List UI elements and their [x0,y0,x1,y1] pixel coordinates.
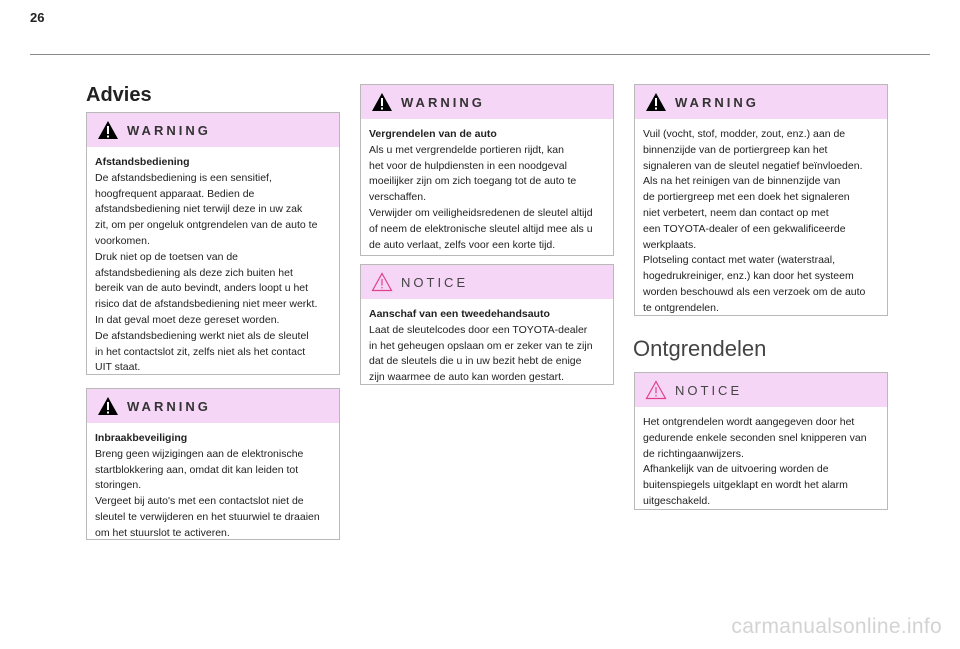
warning-triangle-icon [645,92,667,112]
warning-header [87,113,339,147]
warning-label: WARNING [401,94,485,110]
box-subhead: Vergrendelen van de auto [369,128,497,140]
notice-box-aanschaf [360,264,614,385]
box-subhead: Afstandsbediening [95,156,190,168]
box-text: Laat de sleutelcodes door een TOYOTA-dealer in het geheugen opslaan om er zeker van te zijn dat de sleutels die u in uw bezit hebt de enige zijn waarmee de auto kan worden gestart. [369,323,593,384]
warning-header [361,85,613,119]
warning-box-afstandsbediening [86,112,340,375]
notice-triangle-icon [645,380,667,400]
box-subhead: Inbraakbeveiliging [95,432,188,444]
notice-label: NOTICE [675,382,743,398]
warning-box-inbraakbeveiliging [86,388,340,540]
box-text: Vuil (vocht, stof, modder, zout, enz.) aan de binnenzijde van de portiergreep kan het signaleren van de sleutel negatief beïnvloeden. Als na het reinigen van de binnenzijde van de portiergreep met een doek het signaleren niet verbetert, neem dan contact op met een TOYOTA-dealer of een gekwalificeerde werkplaats. Plotseling contact met water (waterstraal, hogedrukreiniger, enz.) kan door het systeem worden beschouwd als een verzoek om de auto te ontgrendelen. [643,128,866,314]
warning-box-vuil [634,84,888,316]
notice-header [361,265,613,299]
notice-triangle-icon [371,272,393,292]
header-rule [30,54,930,55]
box-text: De afstandsbediening is een sensitief, hoogfrequent apparaat. Bedien de afstandsbediening niet terwijl deze in uw zak zit, om per ongeluk ontgrendelen van de auto te voorkomen. Druk niet op de toetsen van de afstandsbediening als deze zich buiten het bereik van de auto bevindt, anders loopt u het risico dat de afstandsbediening niet meer werkt. In dat geval moet deze gereset worden. De afstandsbediening werkt niet als de sleutel in het contactslot zit, zelfs niet als het contact UIT staat. [95,171,318,374]
warning-header [635,85,887,119]
warning-label: WARNING [675,94,759,110]
warning-triangle-icon [371,92,393,112]
notice-box-ontgrendelen [634,372,888,510]
warning-box-vergrendelen [360,84,614,256]
notice-label: NOTICE [401,274,469,290]
section-title-advies: Advies [86,84,152,106]
box-text: Het ontgrendelen wordt aangegeven door het gedurende enkele seconden snel knipperen van de richtingaanwijzers. Afhankelijk van de uitvoering worden de buitenspiegels uitgeklapt en wordt het alarm uitgeschakeld. [643,416,867,507]
warning-header [87,389,339,423]
box-subhead: Aanschaf van een tweedehandsauto [369,308,550,320]
warning-triangle-icon [97,396,119,416]
warning-label: WARNING [127,122,211,138]
notice-header [635,373,887,407]
box-text: Als u met vergrendelde portieren rijdt, kan het voor de hulpdiensten in een noodgeval moeilijker zijn om zich toegang tot de auto te verschaffen. Verwijder om veiligheidsredenen de sleutel altijd of neem de elektronische sleutel altijd mee als u de auto verlaat, zelfs voor een korte tijd. [369,143,593,251]
section-title-ontgrendelen: Ontgrendelen [633,336,767,361]
box-text: Breng geen wijzigingen aan de elektronische startblokkering aan, omdat dit kan leiden tot storingen. Vergeet bij auto's met een contactslot niet de sleutel te verwijderen en het stuurwiel te draaien om het stuurslot te activeren. [95,447,320,539]
watermark: carmanualsonline.info [731,615,942,638]
warning-triangle-icon [97,120,119,140]
warning-label: WARNING [127,398,211,414]
page-number: 26 [30,10,45,25]
